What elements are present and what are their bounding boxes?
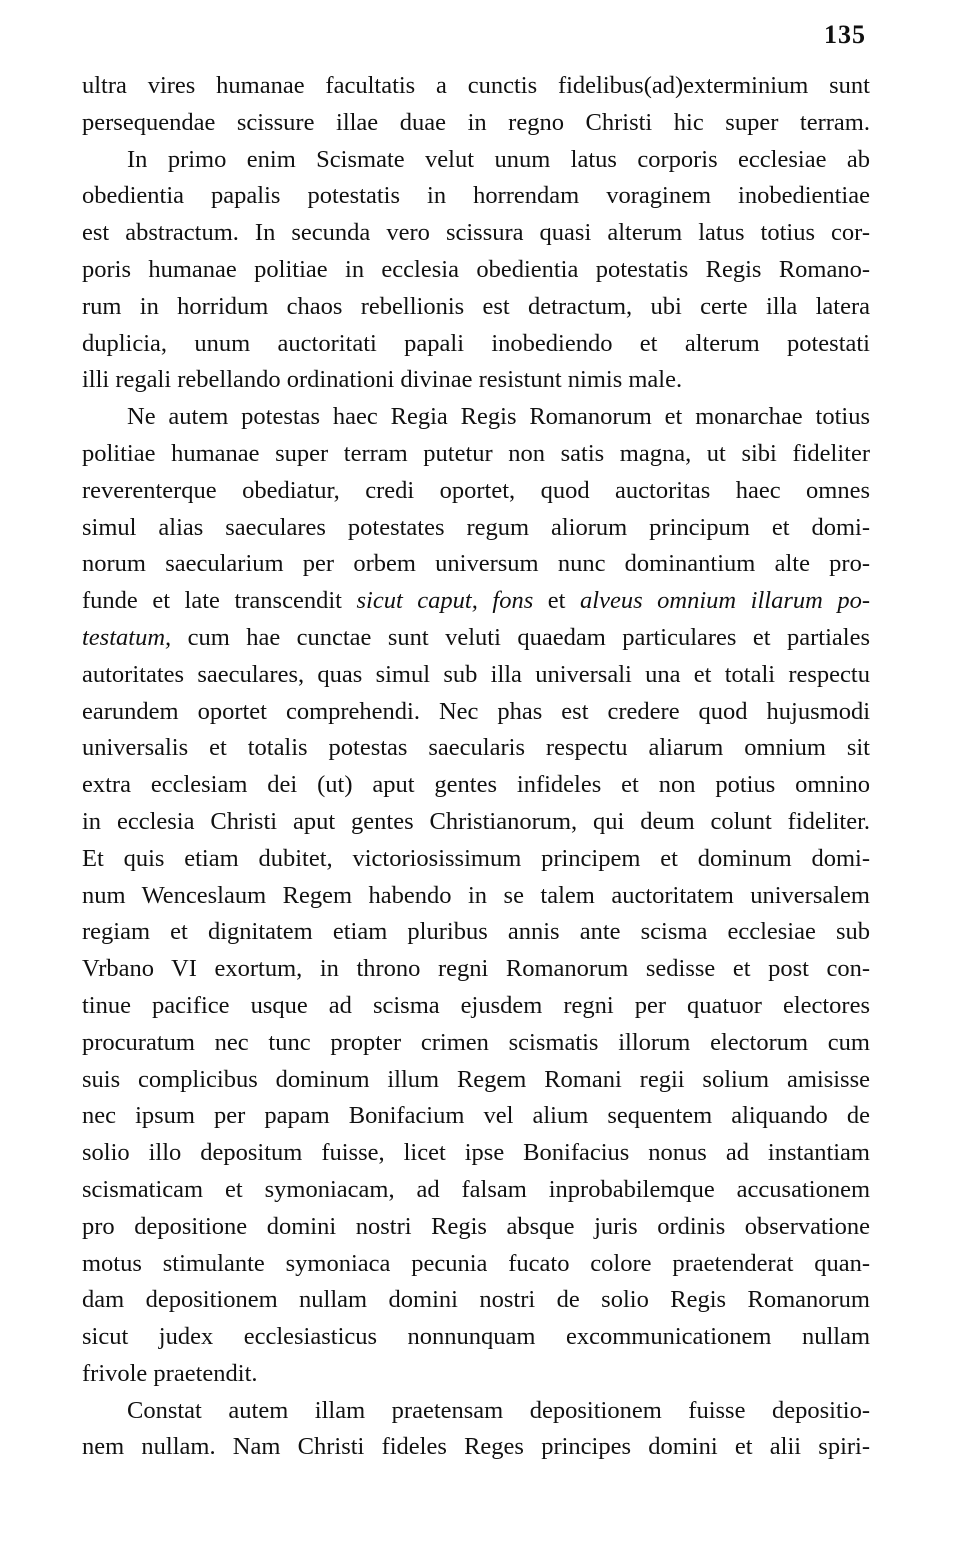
text-line: sicut judex ecclesiasticus nonnunquam excommunicationem nullam (82, 1323, 870, 1351)
text-line: in ecclesia Christi aput gentes Christianorum, qui deum colunt fideliter. (82, 807, 870, 835)
text-line: illi regali rebellando ordinationi divinae resistunt nimis male. (82, 366, 683, 394)
text-segment: cum hae cunctae sunt veluti quaedam particulares et partiales (171, 623, 870, 651)
text-line: dam depositionem nullam domini nostri de solio Regis Romanorum (82, 1286, 870, 1314)
text-line: Constat autem illam praetensam depositionem fuisse depositio- (127, 1396, 870, 1424)
text-line: earundem oportet comprehendi. Nec phas est credere quod hujusmodi (82, 697, 870, 725)
text-line: rum in horridum chaos rebellionis est detractum, ubi certe illa latera (82, 292, 870, 320)
text-line: motus stimulante symoniaca pecunia fucato colore praetenderat quan- (82, 1249, 870, 1277)
text-line: regiam et dignitatem etiam pluribus annis ante scisma ecclesiae sub (82, 918, 870, 946)
text-line: nec ipsum per papam Bonifacium vel alium sequentem aliquando de (82, 1102, 870, 1130)
text-line: simul alias saeculares potestates regum aliorum principum et domi- (82, 513, 870, 541)
text-line: Vrbano VI exortum, in throno regni Romanorum sedisse et post con- (82, 955, 870, 983)
text-line: politiae humanae super terram putetur non satis magna, ut sibi fideliter (82, 439, 870, 467)
text-line: procuratum nec tunc propter crimen scismatis illorum electorum cum (82, 1028, 870, 1056)
text-line: poris humanae politiae in ecclesia obedientia potestatis Regis Romano- (82, 255, 870, 283)
text-line: universalis et totalis potestas saecularis respectu aliarum omnium sit (82, 734, 870, 762)
page-number: 135 (824, 20, 866, 49)
text-line: ultra vires humanae facultatis a cunctis fidelibus(ad)exterminium sunt (82, 72, 870, 99)
text-segment: et (533, 587, 581, 615)
text-line: scismaticam et symoniacam, ad falsam inprobabilemque accusationem (82, 1175, 870, 1203)
text-line: reverenterque obediatur, credi oportet, quod auctoritas haec omnes (82, 476, 870, 504)
italic-segment: testatum, (82, 623, 172, 651)
italic-segment: alveus omnium illarum po- (580, 587, 870, 615)
text-line: Ne autem potestas haec Regia Regis Romanorum et monarchae totius (127, 403, 870, 431)
text-line: autoritates saeculares, quas simul sub illa universali una et totali respectu (82, 660, 870, 688)
text-line: tinue pacifice usque ad scisma ejusdem regni per quatuor electores (82, 991, 870, 1019)
text-line: extra ecclesiam dei (ut) aput gentes infideles et non potius omnino (82, 771, 870, 799)
text-segment: funde et late transcendit (82, 587, 357, 615)
text-line: In primo enim Scismate velut unum latus corporis ecclesiae ab (127, 145, 870, 173)
italic-segment: sicut caput, fons (356, 587, 534, 615)
text-line (82, 620, 870, 657)
text-line (82, 583, 870, 620)
text-line: duplicia, unum auctoritati papali inobediendo et alterum potestati (82, 329, 870, 357)
text-line: norum saecularium per orbem universum nunc dominantium alte pro- (82, 550, 870, 578)
text-line: suis complicibus dominum illum Regem Romani regii solium amisisse (82, 1065, 870, 1093)
text-line: nem nullam. Nam Christi fideles Reges principes domini et alii spiri- (82, 1433, 870, 1461)
body-text (82, 68, 870, 1466)
text-line: est abstractum. In secunda vero scissura quasi alterum latus totius cor- (82, 219, 870, 247)
text-line: persequendae scissure illae duae in regno Christi hic super terram. (82, 108, 870, 136)
text-line: num Wenceslaum Regem habendo in se talem auctoritatem universalem (82, 881, 870, 909)
text-line: Et quis etiam dubitet, victoriosissimum principem et dominum domi- (82, 844, 870, 872)
text-line: pro depositione domini nostri Regis absque juris ordinis observatione (82, 1212, 870, 1240)
text-line: solio illo depositum fuisse, licet ipse Bonifacius nonus ad instantiam (82, 1139, 870, 1167)
text-line: frivole praetendit. (82, 1359, 258, 1387)
text-line: obedientia papalis potestatis in horrendam voraginem inobedientiae (82, 182, 870, 210)
